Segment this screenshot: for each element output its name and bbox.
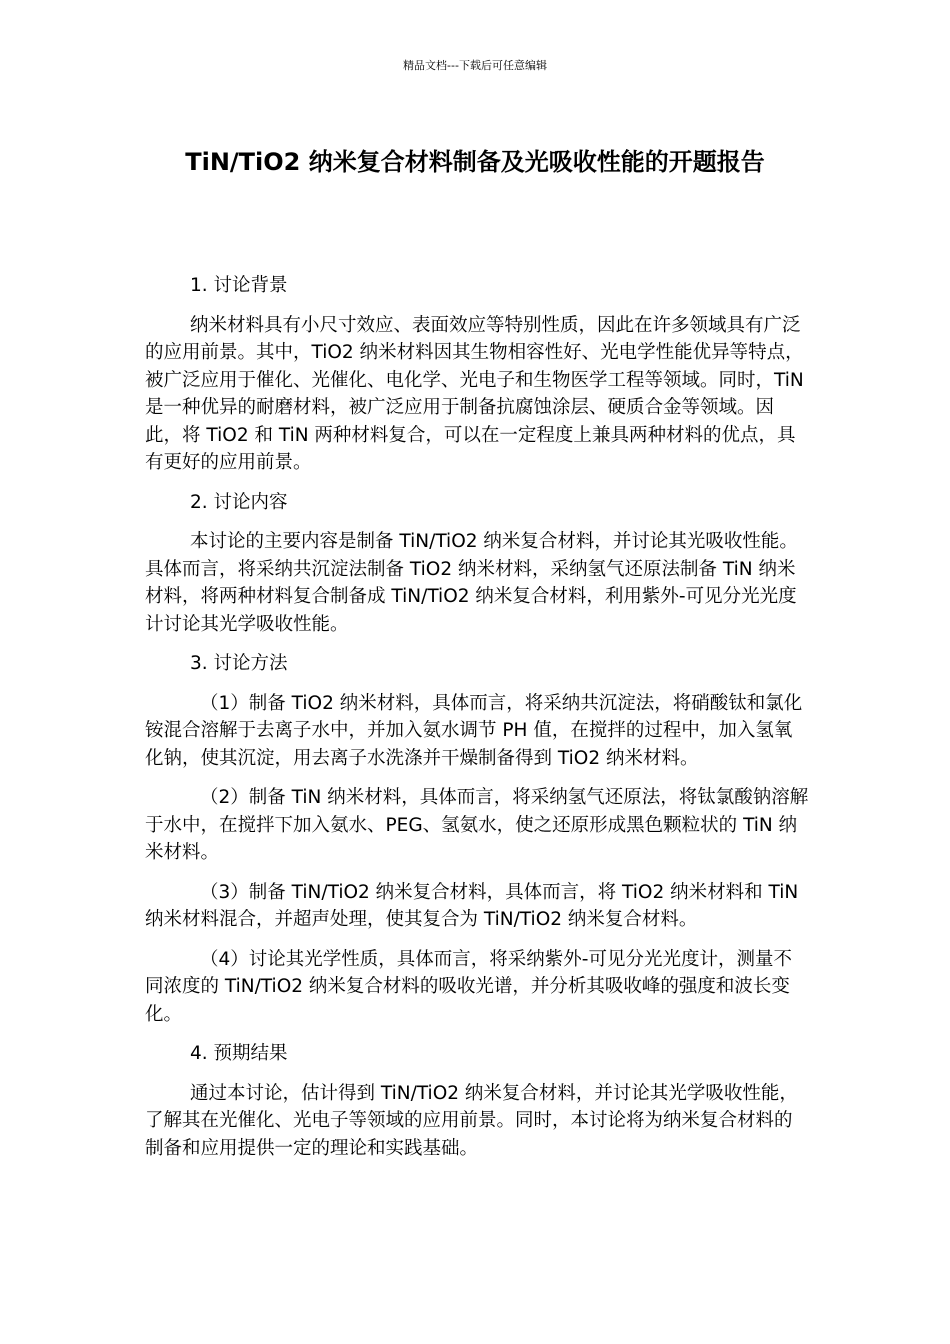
method-item-1: （1）制备 TiO2 纳米材料，具体而言，将采纳共沉淀法，将硝酸钛和氯化铵混合溶解于去离子水中，并加入氨水调节 PH 值，在搅拌的过程中，加入氢氧化钠，使其沉淀，用去离子水洗涤并干燥制备得到 TiO2 纳米材料。 [145,692,803,769]
paragraph-background: 纳米材料具有小尺寸效应、表面效应等特别性质，因此在许多领域具有广泛的应用前景。其中，TiO2 纳米材料因其生物相容性好、光电学性能优异等特点，被广泛应用于催化、光催化、电化学、光电子和生物医学工程等领域。同时，TiN 是一种优异的耐磨材料，被广泛应用于制备抗腐蚀涂层、硬质合金等领域。因此，将 TiO2 和 TiN 两种材料复合，可以在一定程度上兼具两种材料的优点，具有更好的应用前景。 [145,314,804,473]
document-title: TiN/TiO2 纳米复合材料制备及光吸收性能的开题报告 [185,148,765,176]
section-heading-content: 2. 讨论内容 [190,491,288,513]
section-heading-results: 4. 预期结果 [190,1043,288,1064]
method-item-2: （2）制备 TiN 纳米材料，具体而言，将采纳氢气还原法，将钛氯酸钠溶解于水中，在搅拌下加入氨水、PEG、氢氨水，使之还原形成黑色颗粒状的 TiN 纳米材料。 [145,787,809,863]
method-item-4: （4）讨论其光学性质，具体而言，将采纳紫外-可见分光光度计，测量不同浓度的 TiN/TiO2 纳米复合材料的吸收光谱，并分析其吸收峰的强度和波长变化。 [145,948,792,1025]
method-item-3: （3）制备 TiN/TiO2 纳米复合材料，具体而言，将 TiO2 纳米材料和 TiN 纳米材料混合，并超声处理，使其复合为 TiN/TiO2 纳米复合材料。 [145,881,799,930]
paragraph-content: 本讨论的主要内容是制备 TiN/TiO2 纳米复合材料，并讨论其光吸收性能。具体而言，将采纳共沉淀法制备 TiO2 纳米材料，采纳氢气还原法制备 TiN 纳米材料，将两种材料复合制备成 TiN/TiO2 纳米复合材料，利用紫外-可见分光光度计讨论其光学吸收性能。 [145,531,798,635]
paragraph-results: 通过本讨论，估计得到 TiN/TiO2 纳米复合材料，并讨论其光学吸收性能，了解其在光催化、光电子等领域的应用前景。同时，本讨论将为纳米复合材料的制备和应用提供一定的理论和实践基础。 [145,1082,798,1159]
section-heading-background: 1. 讨论背景 [190,275,288,296]
section-heading-methods: 3. 讨论方法 [190,653,288,674]
document-body [145,272,810,1174]
header-note: 精品文档---下载后可任意编辑 [403,59,547,72]
